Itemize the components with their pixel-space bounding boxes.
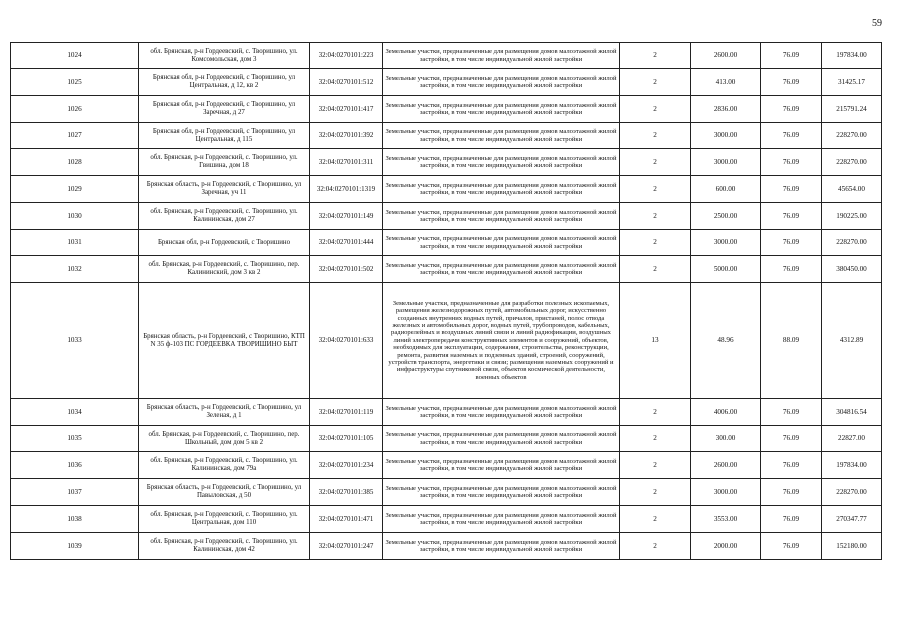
cell-group: 2 — [620, 96, 691, 123]
cell-group: 2 — [620, 533, 691, 560]
cell-permitted-use: Земельные участки, предназначенные для размещения домов малоэтажной жилой застройки, в том числе индивидуальной жилой застройки — [383, 43, 620, 69]
cell-group: 2 — [620, 452, 691, 479]
cell-cadastral-number: 32:04:0270101:417 — [310, 96, 383, 123]
cell-group: 2 — [620, 203, 691, 230]
cell-permitted-use: Земельные участки, предназначенные для размещения домов малоэтажной жилой застройки, в том числе индивидуальной жилой застройки — [383, 96, 620, 123]
cell-permitted-use: Земельные участки, предназначенные для разработки полезных ископаемых, размещения железнодорожных путей, автомобильных дорог, искусственно созданных внутренних водных путей, причалов, пристаней, полос отвода железных и автомобильных дорог, водных путей, трубопроводов, кабельных, радиорелейных и воздушных линий связи и линий радиофикации, воздушных линий электропередачи конструктивных элементов и сооружений, объектов, необходимых для эксплуатации, содержания, строительства, реконструкции, ремонта, развития наземных и подземных зданий, строений, сооружений, устройств транспорта, энергетики и связи; размещения наземных сооружений и инфраструктуры спутниковой связи, объектов космической деятельности, военных объектов — [383, 283, 620, 399]
cell-permitted-use: Земельные участки, предназначенные для размещения домов малоэтажной жилой застройки, в том числе индивидуальной жилой застройки — [383, 203, 620, 230]
cell-permitted-use: Земельные участки, предназначенные для размещения домов малоэтажной жилой застройки, в том числе индивидуальной жилой застройки — [383, 149, 620, 176]
cell-rate: 76.09 — [761, 176, 822, 203]
cell-group: 2 — [620, 69, 691, 96]
cell-cadastral-value: 215791.24 — [822, 96, 882, 123]
table-row — [11, 506, 882, 533]
table-row — [11, 479, 882, 506]
cell-address: обл. Брянская, р-н Гордеевский, с. Творишино, ул. Калининская, дом 42 — [139, 533, 310, 560]
cell-id: 1030 — [11, 203, 139, 230]
cell-id: 1027 — [11, 123, 139, 149]
cell-group: 2 — [620, 506, 691, 533]
cell-area: 413.00 — [691, 69, 761, 96]
cell-group: 2 — [620, 256, 691, 283]
cell-rate: 88.09 — [761, 283, 822, 399]
cell-address: обл. Брянская, р-н Гордеевский, с. Творишино, ул. Гвишина, дом 18 — [139, 149, 310, 176]
table-row — [11, 203, 882, 230]
cell-cadastral-number: 32:04:0270101:149 — [310, 203, 383, 230]
cell-cadastral-value: 228270.00 — [822, 230, 882, 256]
cell-area: 300.00 — [691, 426, 761, 452]
cell-group: 13 — [620, 283, 691, 399]
cell-address: обл. Брянская, р-н Гордеевский, с. Творишино, ул. Калининская, дом 79а — [139, 452, 310, 479]
cell-cadastral-number: 32:04:0270101:223 — [310, 43, 383, 69]
cell-cadastral-value: 4312.89 — [822, 283, 882, 399]
cell-group: 2 — [620, 426, 691, 452]
cell-rate: 76.09 — [761, 230, 822, 256]
cell-area: 5000.00 — [691, 256, 761, 283]
cell-rate: 76.09 — [761, 256, 822, 283]
cell-rate: 76.09 — [761, 479, 822, 506]
cell-address: Брянская область, р-н Гордеевский, с Творишино, КТП N 35 ф-103 ПС ГОРДЕЕВКА ТВОРИШИНО БЫТ — [139, 283, 310, 399]
cell-cadastral-number: 32:04:0270101:119 — [310, 399, 383, 426]
cell-cadastral-number: 32:04:0270101:512 — [310, 69, 383, 96]
table-row — [11, 149, 882, 176]
cell-permitted-use: Земельные участки, предназначенные для размещения домов малоэтажной жилой застройки, в том числе индивидуальной жилой застройки — [383, 452, 620, 479]
cell-permitted-use: Земельные участки, предназначенные для размещения домов малоэтажной жилой застройки, в том числе индивидуальной жилой застройки — [383, 426, 620, 452]
cell-cadastral-number: 32:04:0270101:105 — [310, 426, 383, 452]
cell-address: Брянская обл, р-н Гордеевский, с Творишино, ул Заречная, д 27 — [139, 96, 310, 123]
table-row — [11, 123, 882, 149]
cell-rate: 76.09 — [761, 506, 822, 533]
cell-rate: 76.09 — [761, 426, 822, 452]
cell-cadastral-number: 32:04:0270101:311 — [310, 149, 383, 176]
cell-permitted-use: Земельные участки, предназначенные для размещения домов малоэтажной жилой застройки, в том числе индивидуальной жилой застройки — [383, 176, 620, 203]
cell-cadastral-number: 32:04:0270101:247 — [310, 533, 383, 560]
cell-cadastral-value: 228270.00 — [822, 479, 882, 506]
cell-id: 1031 — [11, 230, 139, 256]
cell-id: 1028 — [11, 149, 139, 176]
table-row — [11, 426, 882, 452]
cell-address: Брянская обл, р-н Гордеевский, с Творишино — [139, 230, 310, 256]
cell-area: 48.96 — [691, 283, 761, 399]
cell-cadastral-value: 197834.00 — [822, 43, 882, 69]
cell-area: 3000.00 — [691, 149, 761, 176]
cell-permitted-use: Земельные участки, предназначенные для размещения домов малоэтажной жилой застройки, в том числе индивидуальной жилой застройки — [383, 533, 620, 560]
cell-cadastral-number: 32:04:0270101:392 — [310, 123, 383, 149]
cell-area: 3000.00 — [691, 230, 761, 256]
cell-cadastral-value: 228270.00 — [822, 123, 882, 149]
table-row — [11, 256, 882, 283]
cell-address: обл. Брянская, р-н Гордеевский, с. Творишино, пер. Калининский, дом 3 кв 2 — [139, 256, 310, 283]
page-number: 59 — [872, 18, 882, 29]
cell-address: обл. Брянская, р-н Гордеевский, с. Творишино, пер. Школьный, дом дом 5 кв 2 — [139, 426, 310, 452]
cell-permitted-use: Земельные участки, предназначенные для размещения домов малоэтажной жилой застройки, в том числе индивидуальной жилой застройки — [383, 256, 620, 283]
cell-address: Брянская обл, р-н Гордеевский, с Творишино, ул Центральная, д 115 — [139, 123, 310, 149]
cell-area: 600.00 — [691, 176, 761, 203]
table-row — [11, 283, 882, 399]
cell-area: 3553.00 — [691, 506, 761, 533]
cell-address: Брянская область, р-н Гордеевский, с Творишино, ул Павыловская, д 50 — [139, 479, 310, 506]
cell-area: 2836.00 — [691, 96, 761, 123]
cell-group: 2 — [620, 43, 691, 69]
cell-cadastral-value: 270347.77 — [822, 506, 882, 533]
cell-id: 1026 — [11, 96, 139, 123]
cell-address: обл. Брянская, р-н Гордеевский, с. Творишино, ул. Калининская, дом 27 — [139, 203, 310, 230]
cell-address: обл. Брянская, р-н Гордеевский, с. Творишино, ул. Центральная, дом 110 — [139, 506, 310, 533]
cell-area: 3000.00 — [691, 479, 761, 506]
cell-rate: 76.09 — [761, 69, 822, 96]
table-row — [11, 176, 882, 203]
table-row — [11, 230, 882, 256]
cell-id: 1033 — [11, 283, 139, 399]
cell-permitted-use: Земельные участки, предназначенные для размещения домов малоэтажной жилой застройки, в том числе индивидуальной жилой застройки — [383, 506, 620, 533]
cell-permitted-use: Земельные участки, предназначенные для размещения домов малоэтажной жилой застройки, в том числе индивидуальной жилой застройки — [383, 230, 620, 256]
cell-cadastral-value: 304816.54 — [822, 399, 882, 426]
cell-group: 2 — [620, 176, 691, 203]
cell-cadastral-value: 31425.17 — [822, 69, 882, 96]
cell-group: 2 — [620, 479, 691, 506]
cell-cadastral-number: 32:04:0270101:234 — [310, 452, 383, 479]
cell-permitted-use: Земельные участки, предназначенные для размещения домов малоэтажной жилой застройки, в том числе индивидуальной жилой застройки — [383, 479, 620, 506]
cell-cadastral-value: 152180.00 — [822, 533, 882, 560]
cell-rate: 76.09 — [761, 203, 822, 230]
cell-cadastral-value: 380450.00 — [822, 256, 882, 283]
table-row — [11, 399, 882, 426]
cell-cadastral-value: 190225.00 — [822, 203, 882, 230]
cell-address: Брянская область, р-н Гордеевский, с Творишино, ул Зеленая, д 1 — [139, 399, 310, 426]
cell-group: 2 — [620, 399, 691, 426]
cell-group: 2 — [620, 230, 691, 256]
cell-cadastral-value: 45654.00 — [822, 176, 882, 203]
cell-address: Брянская обл, р-н Гордеевский, с Творишино, ул Центральная, д 12, кв 2 — [139, 69, 310, 96]
cell-rate: 76.09 — [761, 43, 822, 69]
cell-permitted-use: Земельные участки, предназначенные для размещения домов малоэтажной жилой застройки, в том числе индивидуальной жилой застройки — [383, 69, 620, 96]
cell-group: 2 — [620, 149, 691, 176]
cell-area: 2500.00 — [691, 203, 761, 230]
cell-id: 1029 — [11, 176, 139, 203]
cell-id: 1038 — [11, 506, 139, 533]
cell-id: 1032 — [11, 256, 139, 283]
cell-rate: 76.09 — [761, 399, 822, 426]
cell-cadastral-number: 32:04:0270101:1319 — [310, 176, 383, 203]
cell-rate: 76.09 — [761, 96, 822, 123]
cell-area: 2000.00 — [691, 533, 761, 560]
cell-id: 1037 — [11, 479, 139, 506]
cell-cadastral-value: 197834.00 — [822, 452, 882, 479]
cell-id: 1025 — [11, 69, 139, 96]
cell-cadastral-value: 22827.00 — [822, 426, 882, 452]
cell-id: 1035 — [11, 426, 139, 452]
table-row — [11, 452, 882, 479]
cell-rate: 76.09 — [761, 149, 822, 176]
cell-group: 2 — [620, 123, 691, 149]
cell-cadastral-number: 32:04:0270101:633 — [310, 283, 383, 399]
cell-area: 2600.00 — [691, 43, 761, 69]
land-parcels-table — [10, 42, 882, 560]
cell-address: обл. Брянская, р-н Гордеевский, с. Творишино, ул. Комсомольская, дом 3 — [139, 43, 310, 69]
cell-permitted-use: Земельные участки, предназначенные для размещения домов малоэтажной жилой застройки, в том числе индивидуальной жилой застройки — [383, 123, 620, 149]
table-row — [11, 69, 882, 96]
table-row — [11, 533, 882, 560]
cell-area: 3000.00 — [691, 123, 761, 149]
cell-cadastral-number: 32:04:0270101:385 — [310, 479, 383, 506]
cell-area: 4006.00 — [691, 399, 761, 426]
cell-id: 1034 — [11, 399, 139, 426]
table-row — [11, 43, 882, 69]
cell-cadastral-number: 32:04:0270101:444 — [310, 230, 383, 256]
cell-cadastral-number: 32:04:0270101:471 — [310, 506, 383, 533]
cell-permitted-use: Земельные участки, предназначенные для размещения домов малоэтажной жилой застройки, в том числе индивидуальной жилой застройки — [383, 399, 620, 426]
cell-cadastral-number: 32:04:0270101:502 — [310, 256, 383, 283]
cell-id: 1039 — [11, 533, 139, 560]
cell-rate: 76.09 — [761, 123, 822, 149]
cell-id: 1024 — [11, 43, 139, 69]
cell-address: Брянская область, р-н Гордеевский, с Творишино, ул Заречная, уч 11 — [139, 176, 310, 203]
cell-rate: 76.09 — [761, 452, 822, 479]
table-row — [11, 96, 882, 123]
cell-cadastral-value: 228270.00 — [822, 149, 882, 176]
cell-area: 2600.00 — [691, 452, 761, 479]
cell-rate: 76.09 — [761, 533, 822, 560]
cell-id: 1036 — [11, 452, 139, 479]
